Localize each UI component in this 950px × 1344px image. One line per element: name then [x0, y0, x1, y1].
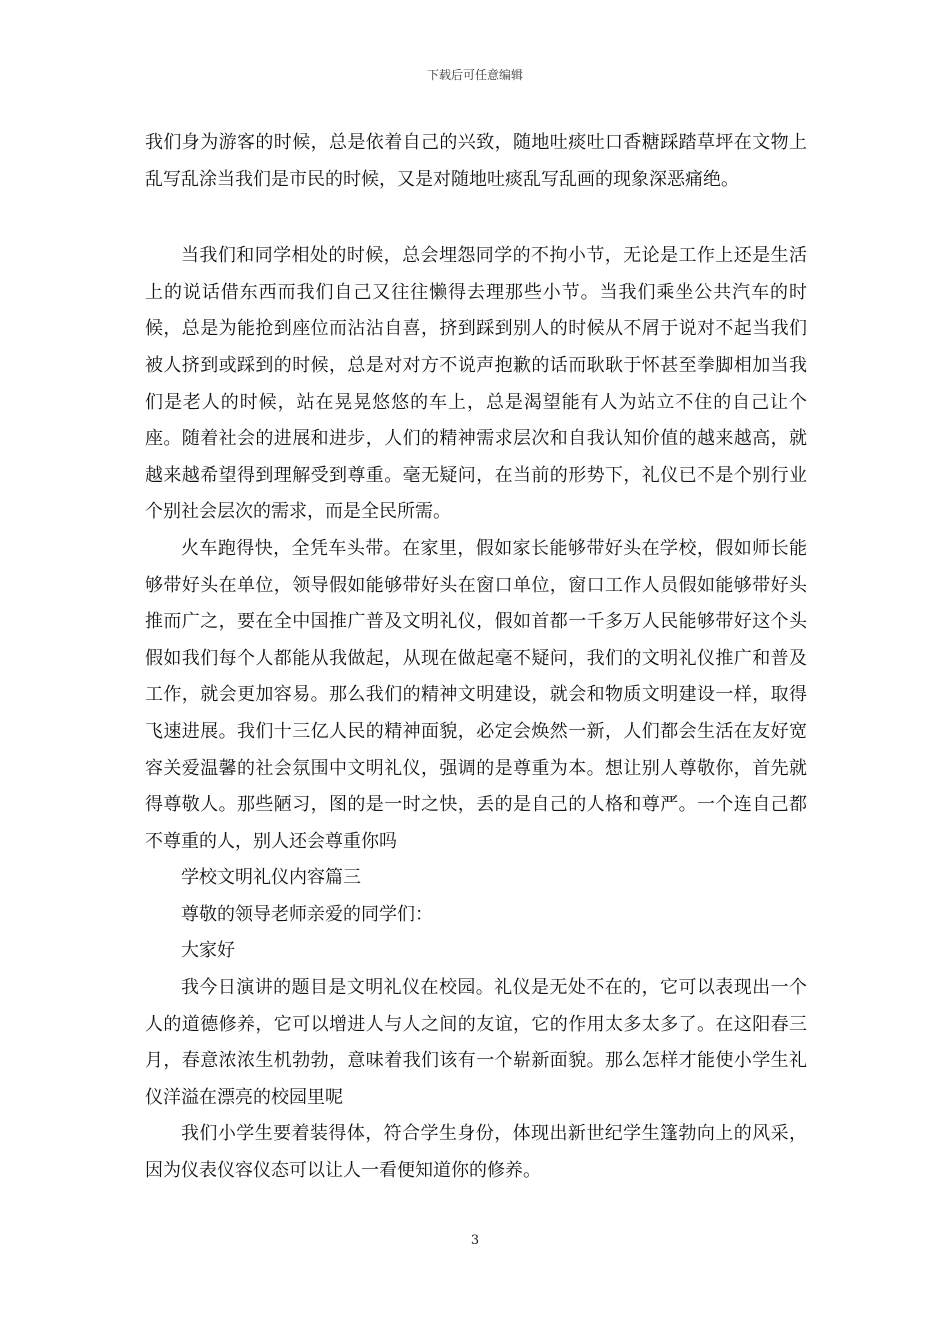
document-body	[145, 125, 807, 1190]
greeting: 大家好	[181, 940, 235, 962]
paragraph-classmates: 当我们和同学相处的时候，总会埋怨同学的不拘小节，无论是工作上还是生活上的说话借东西而我们自己又往往懒得去理那些小节。当我们乘坐公共汽车的时候，总是为能抢到座位而沾沾自喜，挤到踩到别人的时候从不屑于说对不起当我们被人挤到或踩到的时候，总是对对方不说声抱歉的话而耿耿于怀甚至拳脚相加当我们是老人的时候，站在晃晃悠悠的车上，总是渴望能有人为站立不住的自己让个座。随着社会的进展和进步，人们的精神需求层次和自我认知价值的越来越高，就越来越希望得到理解受到尊重。毫无疑问，在当前的形势下，礼仪已不是个别行业个别社会层次的需求，而是全民所需。	[145, 245, 807, 523]
paragraph-train: 火车跑得快，全凭车头带。在家里，假如家长能够带好头在学校，假如师长能够带好头在单位，领导假如能够带好头在窗口单位，窗口工作人员假如能够带好头推而广之，要在全中国推广普及文明礼仪，假如首都一千多万人民能够带好这个头假如我们每个人都能从我做起，从现在做起毫不疑问，我们的文明礼仪推广和普及工作，就会更加容易。那么我们的精神文明建设，就会和物质文明建设一样，取得飞速进展。我们十三亿人民的精神面貌，必定会焕然一新，人们都会生活在友好宽容关爱温馨的社会氛围中文明礼仪，强调的是尊重为本。想让别人尊敬你，首先就得尊敬人。那些陋习，图的是一时之快，丢的是自己的人格和尊严。一个连自己都不尊重的人，别人还会尊重你吗	[145, 537, 807, 852]
paragraph-tourist: 我们身为游客的时候，总是依着自己的兴致，随地吐痰吐口香糖踩踏草坪在文物上乱写乱涂当我们是市民的时候，又是对随地吐痰乱写乱画的现象深恶痛绝。	[145, 132, 807, 190]
salutation: 尊敬的领导老师亲爱的同学们：	[181, 903, 433, 925]
paragraph-dress: 我们小学生要着装得体，符合学生身份，体现出新世纪学生篷勃向上的风采，因为仪表仪容仪态可以让人一看便知道你的修养。	[145, 1123, 807, 1182]
paragraph-gap	[145, 198, 807, 238]
page-number: 3	[470, 1233, 480, 1248]
page-header: 下载后可任意编辑	[426, 68, 523, 82]
section-title: 学校文明礼仪内容篇三	[181, 867, 361, 889]
paragraph-speech-topic: 我今日演讲的题目是文明礼仪在校园。礼仪是无处不在的，它可以表现出一个人的道德修养，它可以增进人与人之间的友谊，它的作用太多太多了。在这阳春三月，春意浓浓生机勃勃，意味着我们该有一个崭新面貌。那么怎样才能使小学生礼仪洋溢在漂亮的校园里呢	[145, 977, 807, 1108]
